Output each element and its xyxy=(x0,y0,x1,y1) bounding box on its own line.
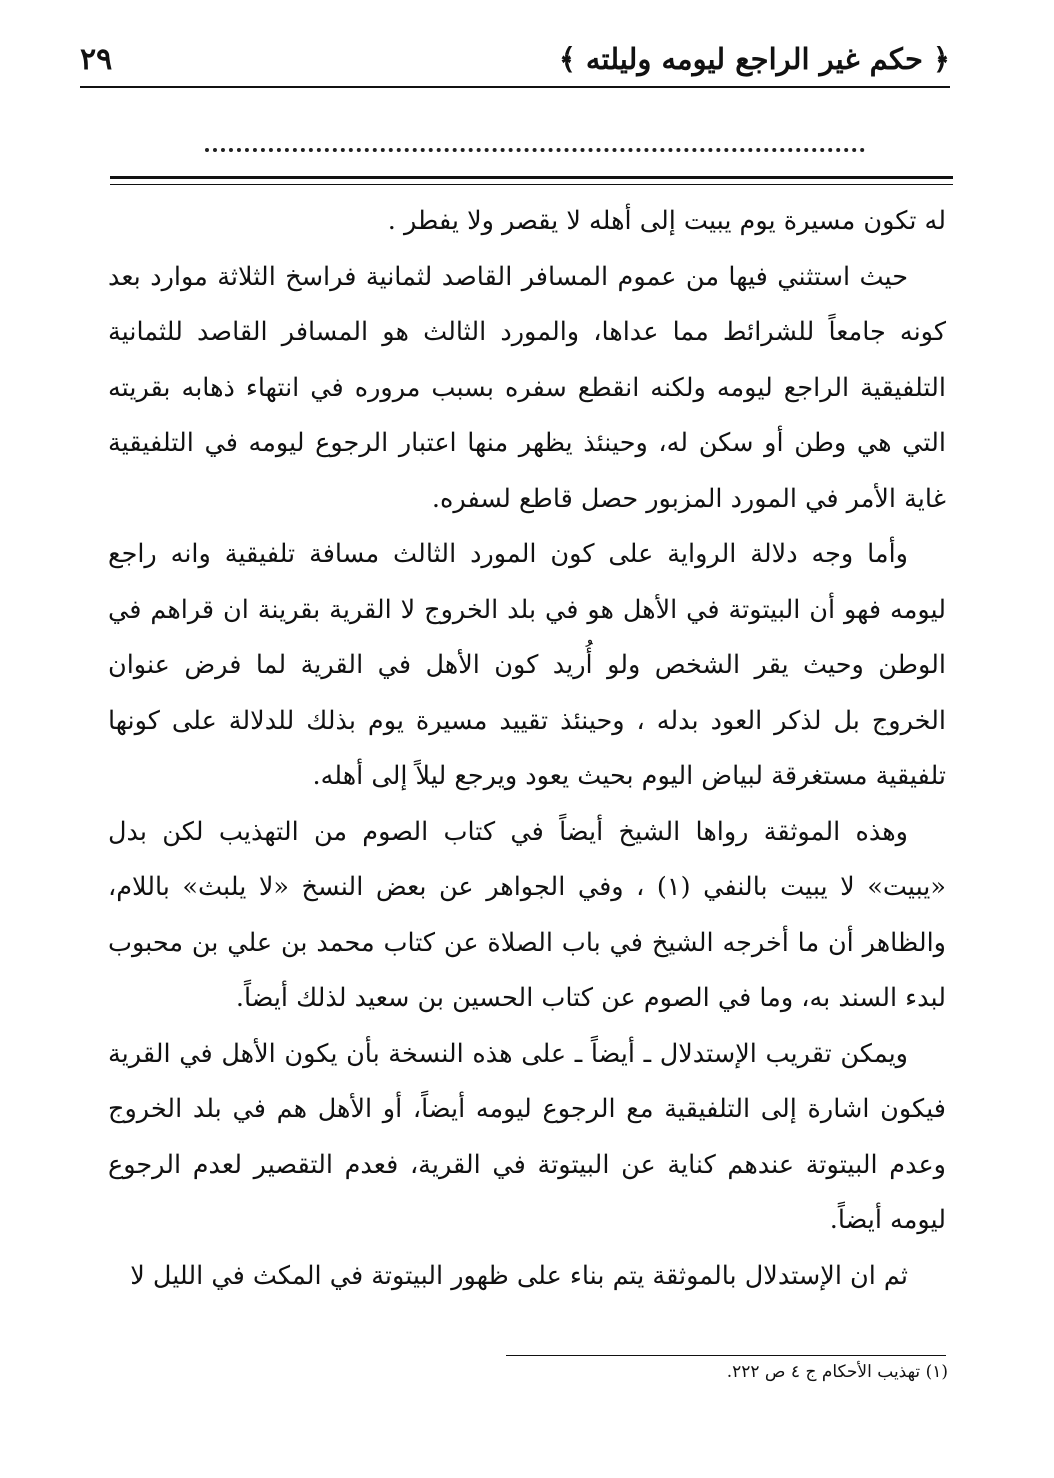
header-rule xyxy=(80,86,950,88)
ellipsis-dotted-rule xyxy=(205,148,865,152)
paragraph-4: وهذه الموثقة رواها الشيخ أيضاً في كتاب الصوم من التهذيب لكن بدل «يبيت» لا يبيت بالنفي (١) ، وفي الجواهر عن بعض النسخ «لا يلبث» باللام، والظاهر أن ما أخرجه الشيخ في باب الصلاة عن كتاب محمد بن علي بن محبوب لبدء السند به، وما في الصوم عن كتاب الحسين بن سعيد لذلك أيضاً. xyxy=(108,816,947,1013)
paragraph-5: ويمكن تقريب الإستدلال ـ أيضاً ـ على هذه النسخة بأن يكون الأهل في القرية فيكون اشارة إلى التلفيقية مع الرجوع ليومه أيضاً، أو الأهل هم في بلد الخروج وعدم البيتوتة عندهم كناية عن البيتوتة في القرية، فعدم التقصير لعدم الرجوع ليومه أيضاً. xyxy=(108,1038,946,1235)
body-text xyxy=(108,194,946,1304)
page-number: ٢٩ xyxy=(80,42,113,77)
paragraph-1: له تكون مسيرة يوم يبيت إلى أهله لا يقصر ولا يفطر . xyxy=(387,206,946,236)
footnote: (١) تهذيب الأحكام ج ٤ ص ٢٢٢. xyxy=(726,1362,948,1382)
running-title: ﴿ حكم غير الراجع ليومه وليلته ﴾ xyxy=(558,42,950,76)
section-double-rule xyxy=(110,176,953,185)
footnote-rule xyxy=(506,1355,946,1356)
paragraph-2: حيث استثني فيها من عموم المسافر القاصد لثمانية فراسخ الثلاثة موارد بعد كونه جامعاً للشرائط مما عداها، والمورد الثالث هو المسافر القاصد للثمانية التلفيقية الراجع ليومه ولكنه انقطع سفره بسبب مروره في انتهاء ذهابه بقريته التي هي وطن أو سكن له، وحينئذ يظهر منها اعتبار الرجوع ليومه في التلفيقية غاية الأمر في المورد المزبور حصل قاطع لسفره. xyxy=(108,261,946,514)
paragraph-3: وأما وجه دلالة الرواية على كون المورد الثالث مسافة تلفيقية وانه راجع ليومه فهو أن البيتوتة في الأهل هو في بلد الخروج لا القرية بقرينة ان قراهم في الوطن وحيث يقر الشخص ولو أُريد كون الأهل في القرية لما فرض عنوان الخروج بل لذكر العود بدله ، وحينئذ تقييد مسيرة يوم بذلك للدلالة على كونها تلفيقية مستغرقة لبياض اليوم بحيث يعود ويرجع ليلاً إلى أهله. xyxy=(108,539,946,791)
page-header xyxy=(80,38,950,86)
paragraph-6: ثم ان الإستدلال بالموثقة يتم بناء على ظهور البيتوتة في المكث في الليل لا xyxy=(130,1260,908,1291)
